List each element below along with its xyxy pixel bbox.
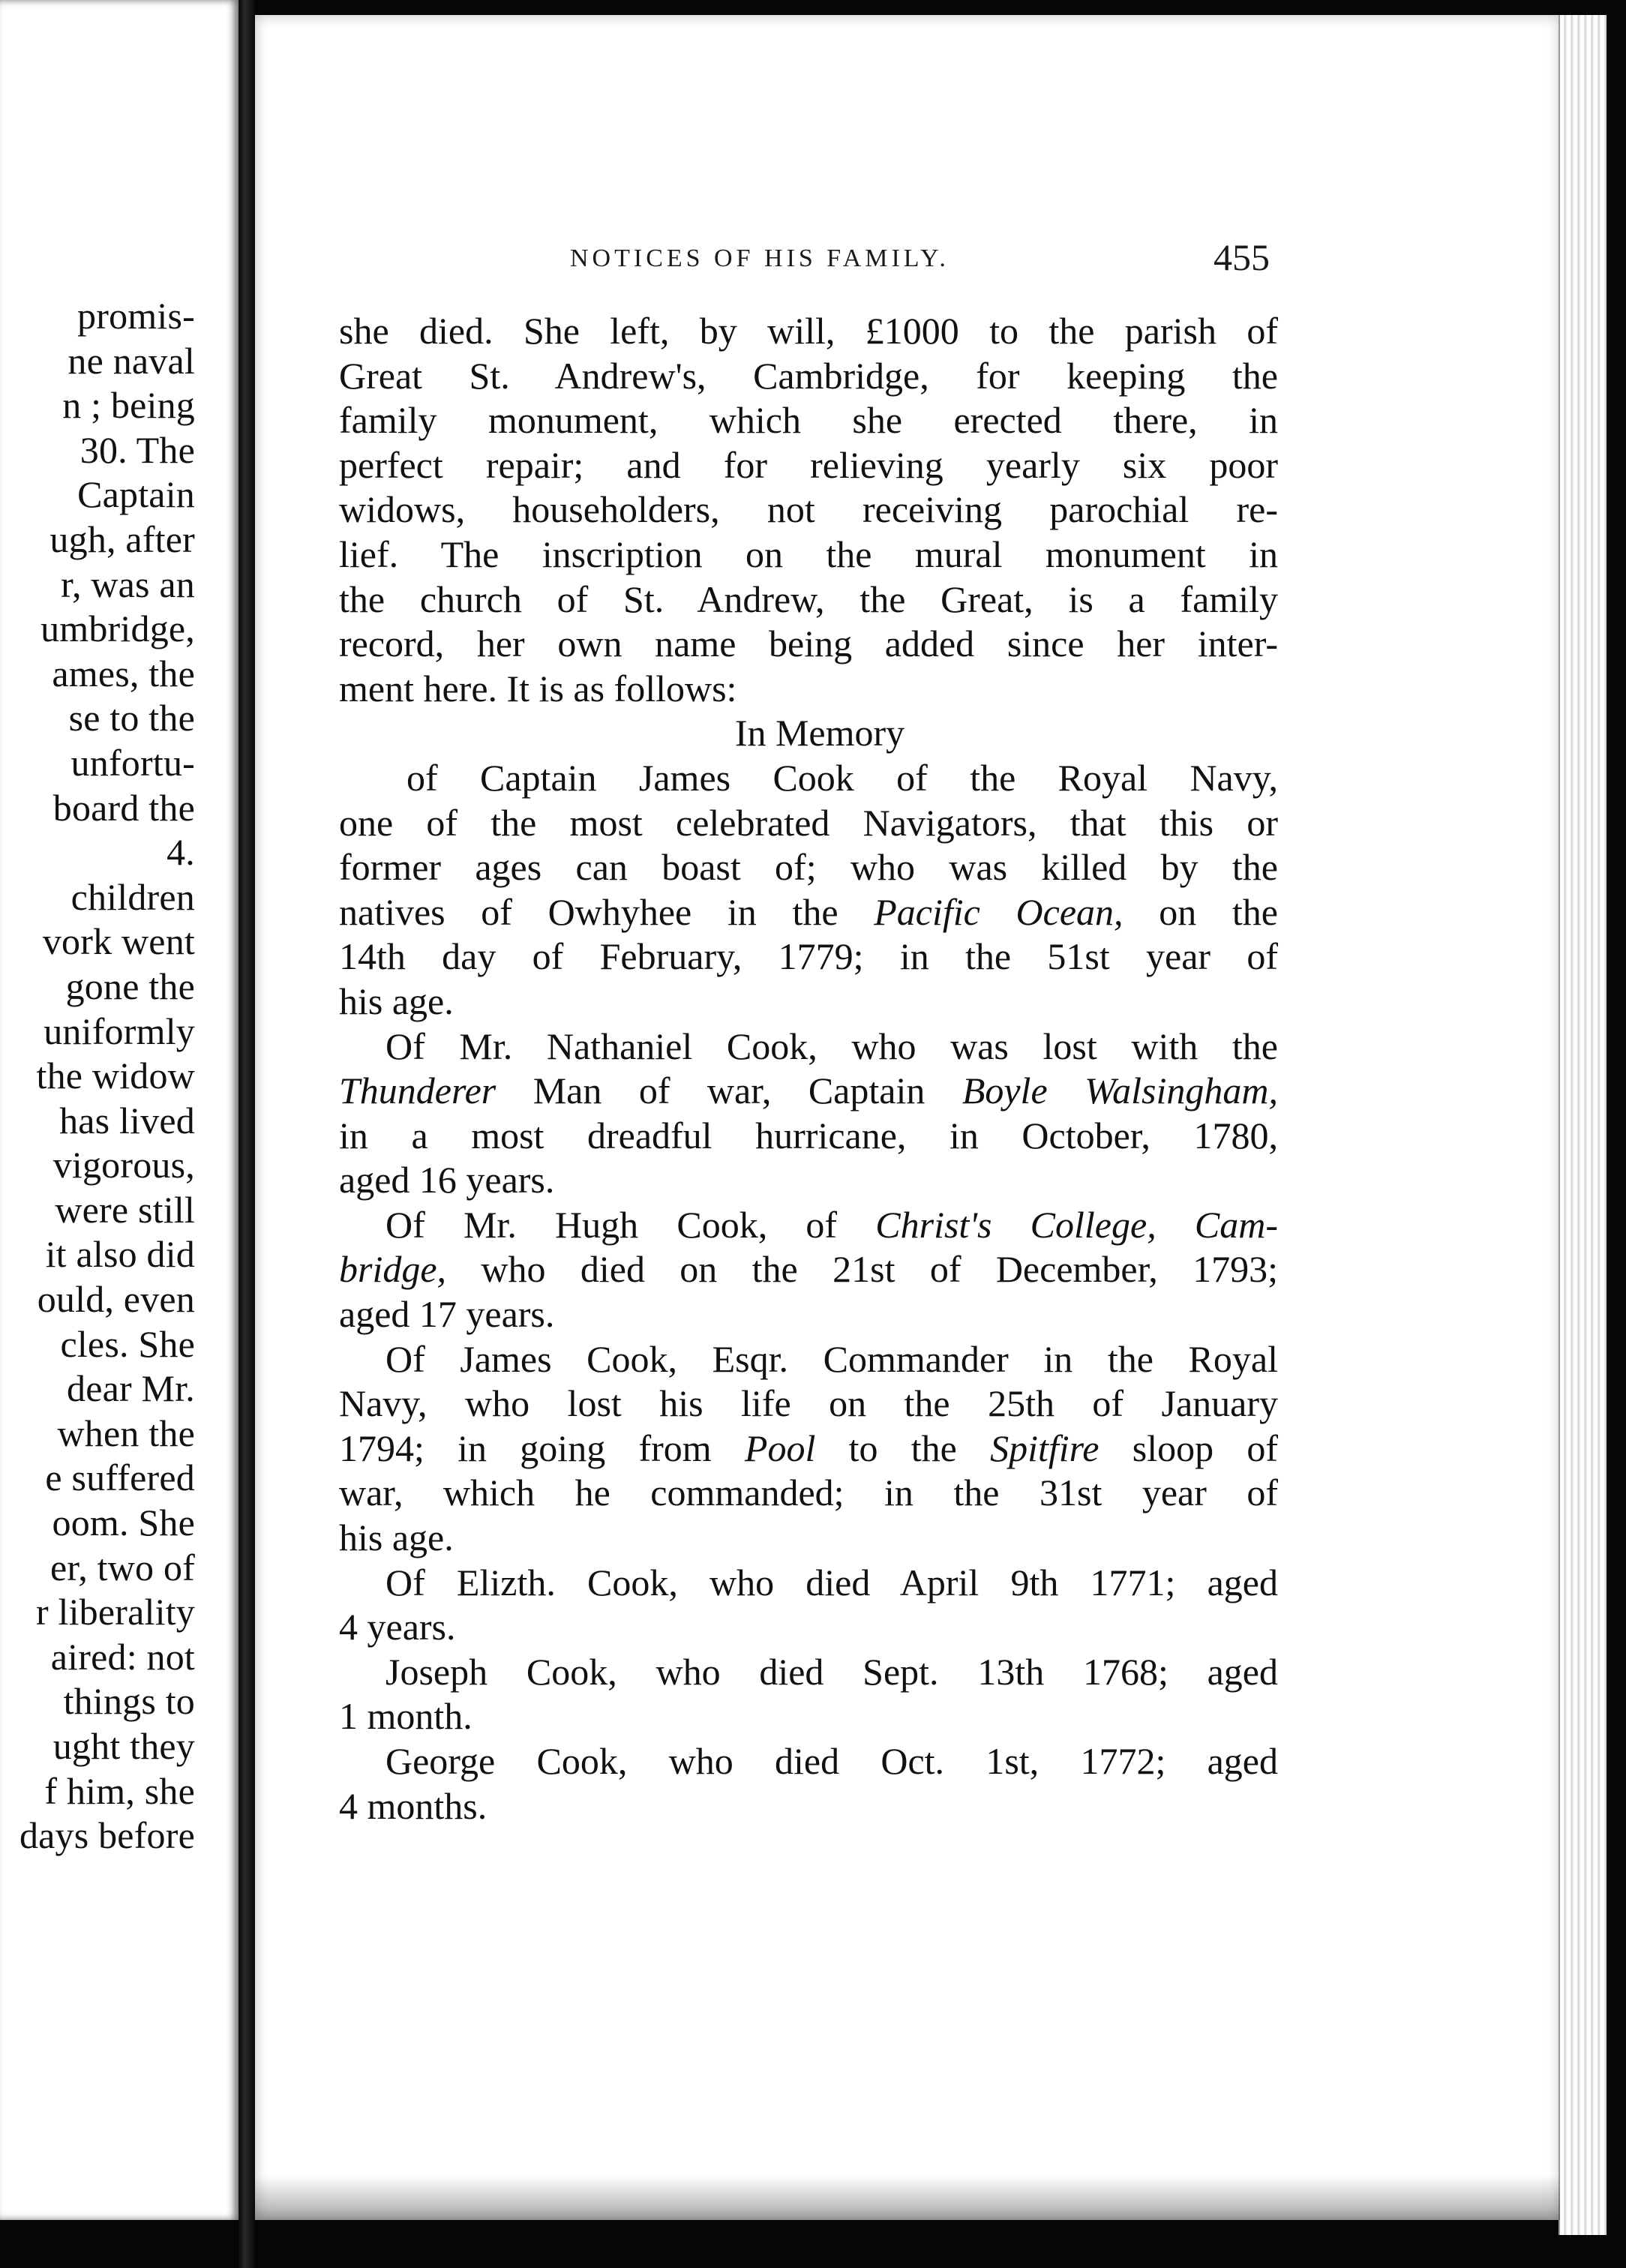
text-run: to the: [815, 1426, 991, 1469]
text-line: war, which he commanded; in the 31st year of: [339, 1472, 1278, 1514]
left-page-line: oom. She: [52, 1502, 195, 1544]
text-line: [339, 1426, 1278, 1472]
text-run: 1794; in going from: [339, 1426, 745, 1469]
text-line: [339, 1247, 1278, 1292]
text-run: Of Mr. Hugh Cook, of: [386, 1203, 876, 1246]
page-edge-stack: [1558, 15, 1606, 2235]
left-page-line: it also did: [45, 1233, 195, 1276]
entry-nathaniel-cook: [339, 1024, 1278, 1203]
left-page-line: Captain: [77, 473, 195, 516]
text-run: Man of war, Captain: [496, 1070, 962, 1112]
left-page-line: cles. She: [60, 1322, 195, 1365]
left-page-line: children: [70, 875, 195, 918]
text-line: former ages can boast of; who was killed by the: [339, 846, 1278, 889]
italic-run: Boyle Walsingham,: [962, 1070, 1278, 1112]
left-page-line: ugh, after: [50, 518, 195, 560]
text-line: his age.: [339, 1516, 454, 1559]
text-run: on the: [1123, 890, 1278, 933]
left-page-line: gone the: [65, 964, 195, 1007]
left-page-line: days before: [19, 1814, 195, 1857]
entry-captain-james-cook: [339, 756, 1278, 1024]
text-line: perfect repair; and for relieving yearly six poor: [339, 443, 1278, 486]
text-line: one of the most celebrated Navigators, that this or: [339, 801, 1278, 844]
text-line: family monument, which she erected there, in: [339, 399, 1278, 442]
left-page-line: dear Mr.: [67, 1367, 195, 1410]
left-page-line: uniformly: [44, 1010, 195, 1052]
left-page-line: unfortu-: [70, 741, 195, 784]
text-line: [339, 1069, 1278, 1114]
text-line: [339, 890, 1278, 935]
text-run: natives of Owhyhee in the: [339, 890, 874, 933]
left-page-line: ould, even: [37, 1278, 195, 1321]
left-page-line: board the: [52, 786, 195, 829]
left-page-text: [0, 294, 195, 1858]
text-line: Of James Cook, Esqr. Commander in the Royal: [386, 1337, 1278, 1380]
left-page-line: promis-: [77, 295, 195, 337]
left-page-line: se to the: [68, 697, 195, 740]
text-line: 4 months.: [339, 1784, 488, 1827]
italic-run: Spitfire: [990, 1426, 1100, 1469]
left-facing-page: [0, 0, 238, 2220]
text-line: Of Elizth. Cook, who died April 9th 1771; aged: [386, 1561, 1278, 1604]
left-page-line: vork went: [42, 920, 195, 963]
italic-run: Christ's College, Cam-: [875, 1203, 1279, 1246]
text-line: Great St. Andrew's, Cambridge, for keeping the: [339, 354, 1278, 397]
text-line: aged 16 years.: [339, 1159, 555, 1202]
text-line: Joseph Cook, who died Sept. 13th 1768; aged: [386, 1650, 1278, 1693]
text-line: George Cook, who died Oct. 1st, 1772; aged: [386, 1740, 1278, 1782]
italic-run: Pacific Ocean,: [874, 890, 1124, 933]
text-line: the church of St. Andrew, the Great, is a family: [339, 578, 1278, 620]
entry-elizth-cook: [339, 1561, 1278, 1650]
entry-joseph-cook: [339, 1650, 1278, 1739]
left-page-line: the widow: [36, 1054, 195, 1097]
left-page-line: e suffered: [45, 1456, 195, 1499]
text-line: 14th day of February, 1779; in the 51st year of: [339, 935, 1278, 978]
page-number: 455: [1214, 236, 1270, 278]
left-page-line: has lived: [59, 1099, 195, 1142]
text-line: 4 years.: [339, 1606, 456, 1648]
running-head: NOTICES OF HIS FAMILY.: [570, 244, 950, 272]
left-page-line: things to: [63, 1680, 195, 1723]
left-page-line: umbridge,: [40, 608, 195, 650]
text-line: of Captain James Cook of the Royal Navy,: [406, 756, 1278, 799]
text-run: who died on the 21st of December, 1793;: [446, 1248, 1278, 1291]
text-line: widows, householders, not receiving parochial re-: [339, 488, 1278, 531]
left-page-line: f him, she: [44, 1769, 195, 1812]
text-line: record, her own name being added since her inter-: [339, 622, 1278, 665]
main-page: [255, 15, 1560, 2220]
italic-run: Pool: [744, 1426, 816, 1469]
entry-james-cook-commander: [339, 1337, 1278, 1561]
left-page-line: n ; being: [62, 384, 195, 427]
intro-paragraph: [339, 309, 1278, 711]
book-gutter: [238, 0, 255, 2268]
text-run: sloop of: [1099, 1426, 1279, 1469]
italic-run: bridge,: [339, 1248, 447, 1291]
left-page-line: when the: [57, 1412, 195, 1454]
text-line: [339, 1203, 1278, 1248]
left-page-line: er, two of: [50, 1546, 195, 1588]
page-header: [255, 236, 1560, 282]
left-page-line: vigorous,: [52, 1144, 195, 1186]
text-line: ment here. It is as follows:: [339, 667, 737, 710]
left-page-line: r liberality: [35, 1591, 195, 1634]
text-line: Navy, who lost his life on the 25th of January: [339, 1382, 1278, 1425]
left-page-line: aired: not: [50, 1635, 195, 1678]
left-page-line: ne naval: [68, 339, 195, 382]
text-line: his age.: [339, 980, 454, 1022]
italic-run: Thunderer: [339, 1070, 496, 1112]
entry-george-cook: [339, 1739, 1278, 1828]
text-line: she died. She left, by will, £1000 to the parish of: [339, 310, 1278, 352]
bottom-shadow: [255, 2175, 1560, 2220]
text-line: Of Mr. Nathaniel Cook, who was lost with the: [386, 1024, 1278, 1067]
inscription-heading: In Memory: [734, 712, 905, 754]
entry-hugh-cook: [339, 1203, 1278, 1337]
left-page-line: 30. The: [80, 428, 195, 471]
text-line: aged 17 years.: [339, 1293, 555, 1336]
page-body: [339, 309, 1278, 1828]
left-page-line: ught they: [52, 1725, 195, 1767]
text-line: in a most dreadful hurricane, in October, 1780,: [339, 1114, 1278, 1156]
left-page-line: ames, the: [52, 652, 195, 694]
left-page-line: r, was an: [61, 562, 195, 605]
text-line: lief. The inscription on the mural monument in: [339, 532, 1278, 575]
left-page-line: 4.: [166, 831, 195, 874]
text-line: 1 month.: [339, 1695, 472, 1738]
left-page-line: were still: [55, 1188, 195, 1231]
